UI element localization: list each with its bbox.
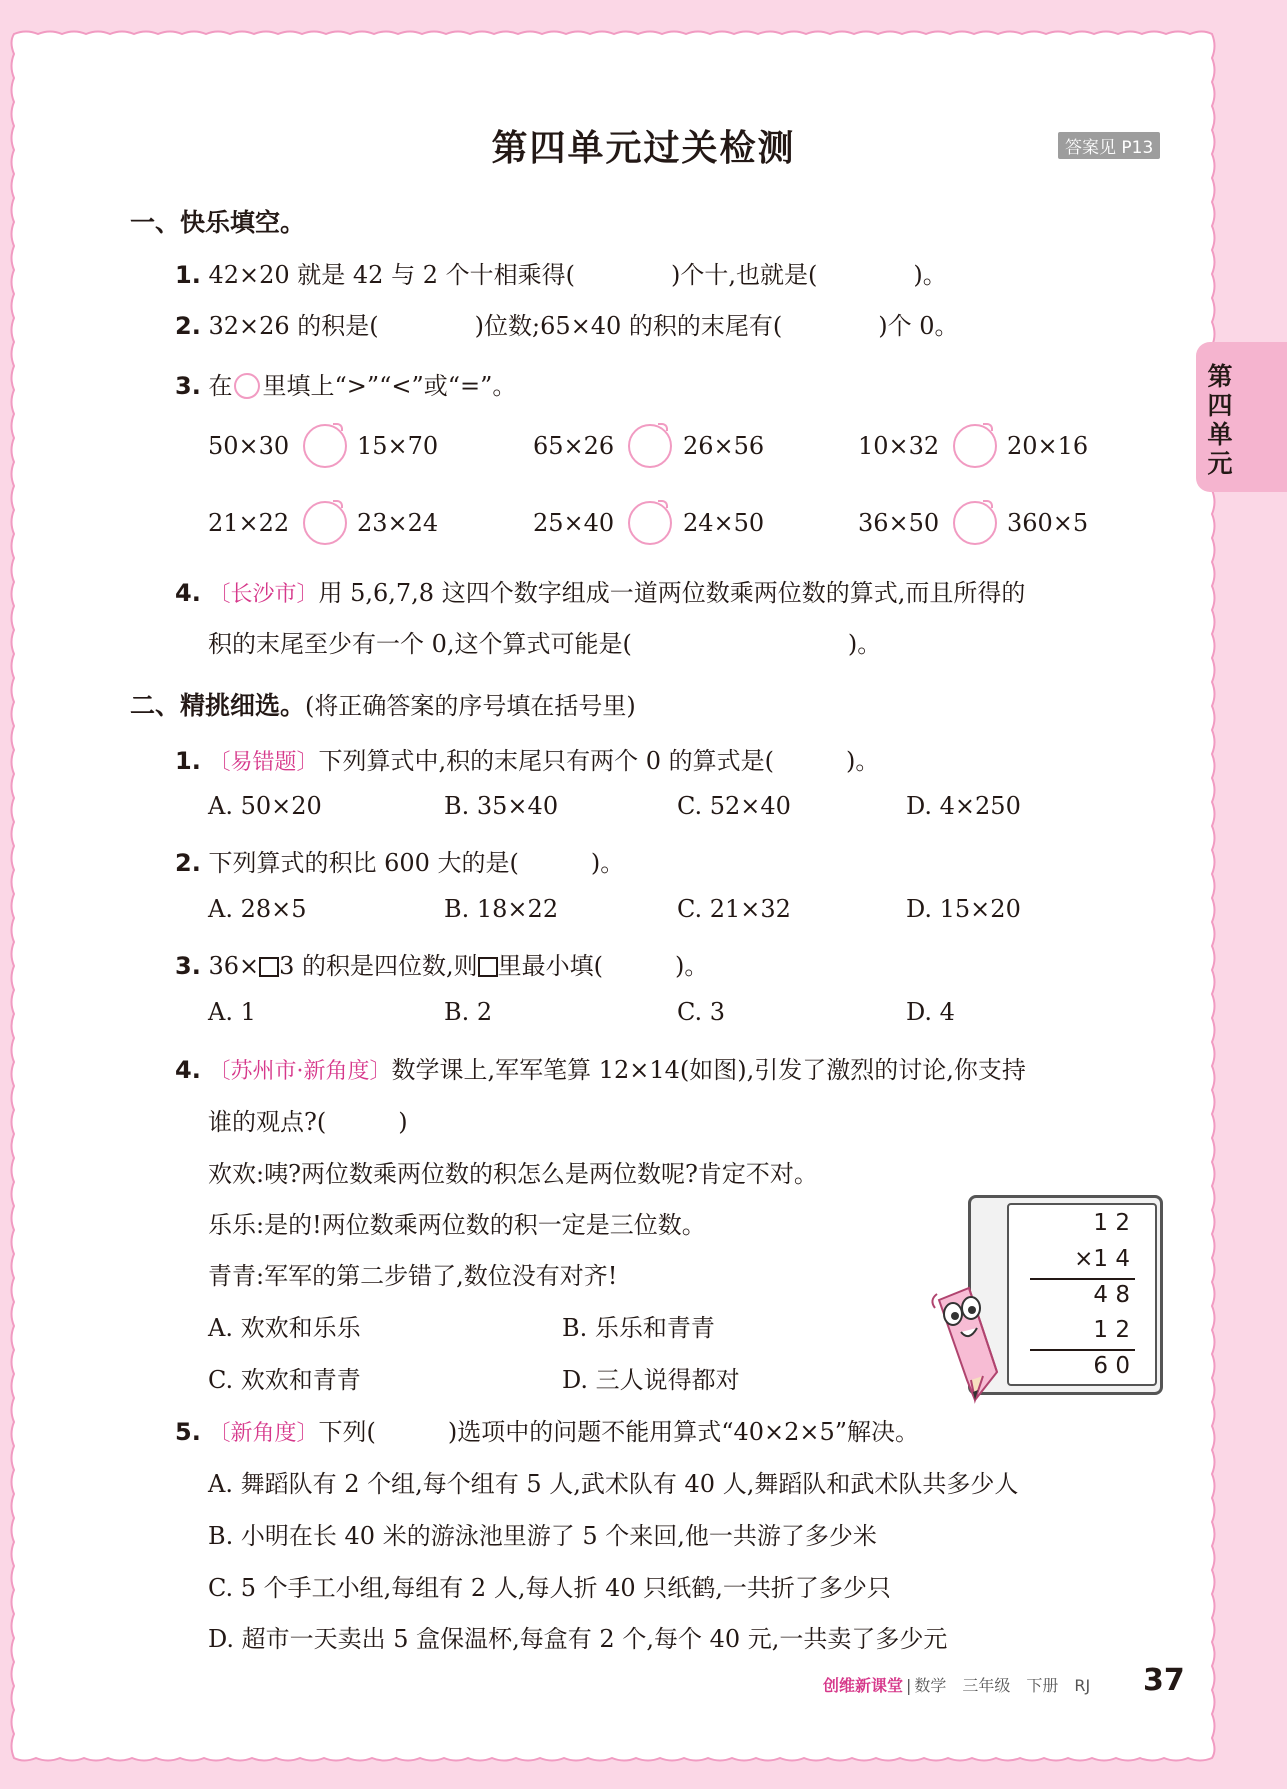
option-b[interactable]: B. 小明在长 40 米的游泳池里游了 5 个来回,他一共游了多少米 [208, 1522, 877, 1550]
comparison-left: 21×22 [208, 509, 290, 537]
s2-question-1 [175, 741, 879, 776]
source-tag: 〔易错题〕 [208, 750, 319, 775]
comparison-right: 26×56 [683, 432, 765, 460]
source-tag: 〔新角度〕 [208, 1421, 319, 1446]
question-number: 2. [175, 312, 201, 340]
question-number: 4. [175, 579, 201, 607]
comparison-left: 65×26 [533, 432, 615, 460]
option-c[interactable]: C. 21×32 [677, 895, 791, 923]
calc-row-1: 1 2 [1093, 1210, 1130, 1236]
source-tag: 〔苏州市·新角度〕 [208, 1059, 392, 1084]
question-text: 下列算式中,积的末尾只有两个 0 的算式是( )。 [318, 747, 880, 775]
question-number: 3. [175, 372, 201, 400]
s2-question-3 [175, 946, 708, 981]
s1-question-3 [175, 366, 516, 401]
question-text-pre: 在 [208, 372, 233, 400]
question-number: 5. [175, 1418, 201, 1446]
compare-circle-input[interactable] [628, 501, 672, 545]
compare-circle-input[interactable] [953, 501, 997, 545]
option-d[interactable]: D. 4×250 [906, 792, 1021, 820]
s2-question-4-line2: 谁的观点?( ) [208, 1108, 408, 1136]
footer-brand: 创维新课堂 [823, 1676, 904, 1695]
comparison-right: 20×16 [1007, 432, 1089, 460]
statement-qingqing: 青青:军军的第二步错了,数位没有对齐! [208, 1262, 618, 1290]
section2-title: 二、精挑细选。 [130, 691, 306, 720]
s2-question-2 [175, 843, 624, 878]
answer-reference-badge: 答案见 P13 [1058, 132, 1160, 159]
calc-divider [1030, 1349, 1135, 1351]
calc-divider [1030, 1278, 1135, 1280]
blank-box-icon [478, 957, 498, 977]
option-a[interactable]: A. 28×5 [208, 895, 307, 923]
option-b[interactable]: B. 35×40 [444, 792, 559, 820]
s2-question-5 [175, 1412, 919, 1447]
compare-circle-input[interactable] [953, 424, 997, 468]
option-b[interactable]: B. 2 [444, 998, 493, 1026]
question-text: 32×26 的积是( )位数;65×40 的积的末尾有( )个 0。 [208, 312, 959, 340]
option-c[interactable]: C. 欢欢和青青 [208, 1366, 361, 1394]
question-text: 下列( )选项中的问题不能用算式“40×2×5”解决。 [318, 1418, 920, 1446]
option-d[interactable]: D. 15×20 [906, 895, 1021, 923]
comparison-right: 23×24 [357, 509, 439, 537]
question-text-post: 里最小填( )。 [497, 952, 709, 980]
question-text: 下列算式的积比 600 大的是( )。 [208, 849, 625, 877]
option-a[interactable]: A. 50×20 [208, 792, 322, 820]
footer-separator: | [906, 1676, 912, 1695]
option-d[interactable]: D. 超市一天卖出 5 盒保温杯,每盒有 2 个,每个 40 元,一共卖了多少元 [208, 1625, 948, 1653]
comparison-right: 360×5 [1007, 509, 1089, 537]
comparison-right: 24×50 [683, 509, 765, 537]
circle-blank-icon [234, 373, 260, 399]
question-text: 数学课上,军军笔算 12×14(如图),引发了激烈的讨论,你支持 [391, 1056, 1026, 1084]
pencil-mascot-icon [925, 1280, 1005, 1405]
comparison-left: 36×50 [858, 509, 940, 537]
question-text-post: 里填上“>”“<”或“=”。 [262, 372, 517, 400]
option-c[interactable]: C. 3 [677, 998, 726, 1026]
blank-box-icon [259, 957, 279, 977]
option-c[interactable]: C. 5 个手工小组,每组有 2 人,每人折 40 只纸鹤,一共折了多少只 [208, 1574, 891, 1602]
calc-row-3: 4 8 [1093, 1282, 1130, 1308]
option-b[interactable]: B. 18×22 [444, 895, 559, 923]
question-number: 2. [175, 849, 201, 877]
option-d[interactable]: D. 三人说得都对 [562, 1366, 740, 1394]
section2-heading [130, 686, 636, 722]
comparison-right: 15×70 [357, 432, 439, 460]
chapter-side-tab-label: 第四单元 [1207, 362, 1233, 478]
question-text: 42×20 就是 42 与 2 个十相乘得( )个十,也就是( )。 [208, 261, 947, 289]
option-a[interactable]: A. 欢欢和乐乐 [208, 1314, 361, 1342]
comparison-left: 10×32 [858, 432, 940, 460]
s1-question-1 [175, 255, 947, 290]
statement-huanhuan: 欢欢:咦?两位数乘两位数的积怎么是两位数呢?肯定不对。 [208, 1160, 818, 1188]
statement-lele: 乐乐:是的!两位数乘两位数的积一定是三位数。 [208, 1211, 706, 1239]
question-number: 3. [175, 952, 201, 980]
question-text-mid: 3 的积是四位数,则 [279, 952, 478, 980]
calc-row-4: 1 2 [1093, 1317, 1130, 1343]
option-a[interactable]: A. 舞蹈队有 2 个组,每个组有 5 人,武术队有 40 人,舞蹈队和武术队共多少人 [208, 1470, 1019, 1498]
question-number: 1. [175, 261, 201, 289]
compare-circle-input[interactable] [303, 501, 347, 545]
question-text-pre: 36× [208, 952, 260, 980]
comparison-left: 50×30 [208, 432, 290, 460]
footer-info [823, 1673, 1090, 1696]
section1-heading: 一、快乐填空。 [130, 208, 306, 237]
page-number: 37 [1143, 1663, 1185, 1698]
footer-book-info: 数学 三年级 下册 RJ [914, 1676, 1091, 1695]
s1-question-4 [175, 573, 1025, 608]
question-number: 1. [175, 747, 201, 775]
section2-note: (将正确答案的序号填在括号里) [305, 692, 636, 720]
comparison-left: 25×40 [533, 509, 615, 537]
option-d[interactable]: D. 4 [906, 998, 955, 1026]
s1-question-4-line2: 积的末尾至少有一个 0,这个算式可能是( )。 [208, 630, 882, 658]
option-c[interactable]: C. 52×40 [677, 792, 791, 820]
option-b[interactable]: B. 乐乐和青青 [562, 1314, 715, 1342]
s1-question-2 [175, 306, 959, 341]
compare-circle-input[interactable] [303, 424, 347, 468]
compare-circle-input[interactable] [628, 424, 672, 468]
question-text: 用 5,6,7,8 这四个数字组成一道两位数乘两位数的算式,而且所得的 [318, 579, 1026, 607]
source-tag: 〔长沙市〕 [208, 582, 319, 607]
page-title: 第四单元过关检测 [491, 128, 796, 169]
option-a[interactable]: A. 1 [208, 998, 256, 1026]
question-number: 4. [175, 1056, 201, 1084]
s2-question-4 [175, 1050, 1026, 1085]
calc-row-5: 6 0 [1093, 1353, 1130, 1379]
calc-row-2: ×1 4 [1074, 1246, 1130, 1272]
